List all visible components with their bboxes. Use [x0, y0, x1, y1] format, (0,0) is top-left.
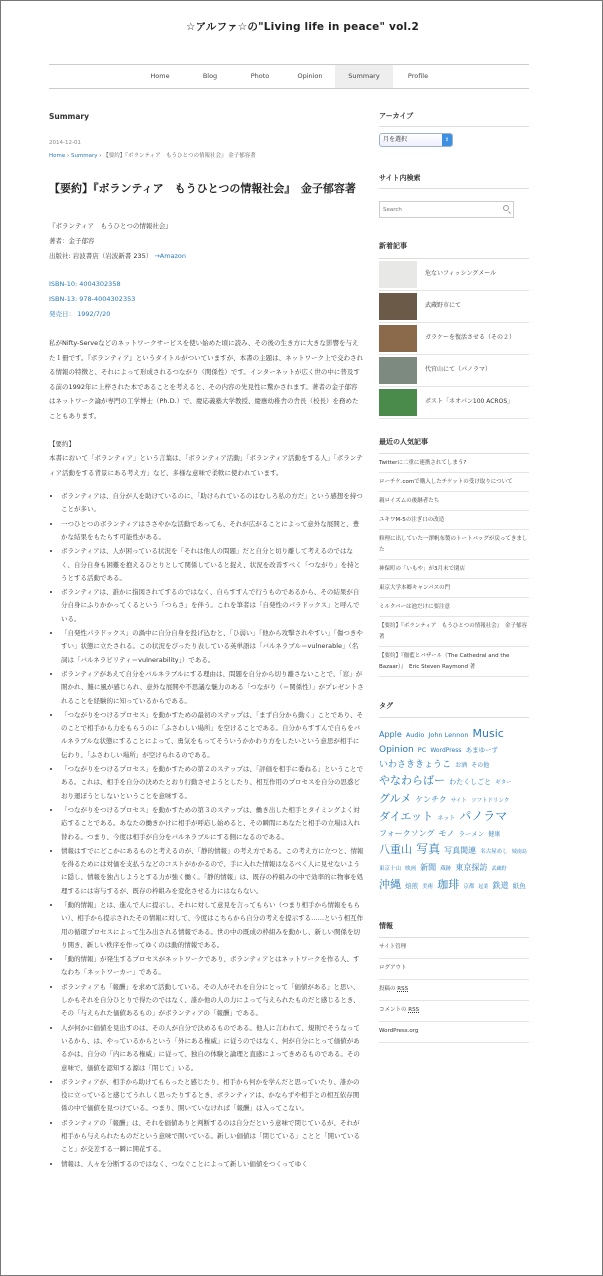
- post-thumbnail[interactable]: [379, 389, 417, 416]
- meta-link-text[interactable]: 投稿の: [379, 986, 398, 993]
- meta-link[interactable]: [379, 980, 529, 1001]
- nav-item-summary[interactable]: Summary: [335, 65, 393, 88]
- popular-post-link[interactable]: ミルクバーは池だけに要注意: [379, 598, 529, 617]
- tag-link[interactable]: お酒: [455, 761, 468, 769]
- meta-title: 情報: [379, 921, 529, 938]
- tag-link[interactable]: 紙魚: [512, 881, 526, 890]
- summary-label: 【要約】: [49, 440, 75, 449]
- tag-link[interactable]: あまゆーず: [465, 745, 498, 754]
- archive-widget: [379, 111, 529, 147]
- meta-link-text[interactable]: ログアウト: [379, 965, 407, 972]
- tag-link[interactable]: 名古屋めし: [480, 848, 508, 855]
- tag-cloud: [379, 726, 529, 895]
- tag-link[interactable]: 焙煎: [405, 881, 419, 890]
- search-input[interactable]: [380, 202, 498, 217]
- rss-abbr[interactable]: RSS: [397, 986, 409, 993]
- popular-posts-list: [379, 454, 529, 677]
- main-nav: [49, 64, 529, 89]
- tag-link[interactable]: ラーメン: [458, 829, 485, 838]
- post-thumbnail[interactable]: [379, 325, 417, 352]
- isbn-13: ISBN-13: 978-4004302353: [49, 295, 136, 304]
- summary-bullet: • ボランティアは、人が困っている状況を「それは他人の問題」だと自分と切り離して考えるのではなく、自分自身も困難を抱えるひとりとして関係していると捉え、状況を改善すべく「つながり」を持とうとする活動である。: [61, 545, 364, 585]
- tag-link[interactable]: 写真: [416, 841, 441, 856]
- post-title: 【要約】『ボランティア もうひとつの情報社会』 金子郁容著: [49, 181, 356, 195]
- popular-post-link[interactable]: ローチケ.comで購入したチケットの受け取りについて: [379, 473, 529, 492]
- tag-link[interactable]: 八重山: [379, 842, 412, 856]
- nav-item-photo[interactable]: Photo: [250, 72, 270, 80]
- popular-post-link[interactable]: 神保町の「いもや」が3月末で閉店: [379, 560, 529, 579]
- tag-link[interactable]: Music: [472, 726, 504, 740]
- summary-bullet: • 「動的情報」とは、進んで人に提示し、それに対して意見を言ってもらい（つまり相手から情報をもらい）、相手から提示されたその情報に対して、今度はこちらから自分の考えを提示する……という相互作用の循環プロセスによって生み出される情報である。世の中の既成の枠組みを動かし、新しい関係を切り開き、新しい秩序を作ってゆくのは動的情報である。: [61, 899, 364, 952]
- tags-title: タグ: [379, 701, 529, 718]
- popular-posts-title: 最近の人気記事: [379, 437, 529, 454]
- tag-link[interactable]: 沖縄: [379, 877, 401, 891]
- tag-link[interactable]: John Lennon: [428, 730, 469, 739]
- archive-select[interactable]: [379, 133, 453, 147]
- summary-bullet: • 「つながりをつけるプロセス」を動かすための第２のステップは、「評価を相手に委ねる」ということである。これは、相手を自分の決めたとおり行動させようとしたり、相互作用のプロセスを自分の思惑どおり運ぼうとしないということを意味する。: [61, 763, 364, 803]
- search-icon[interactable]: [503, 205, 509, 211]
- book-name: 『ボランティア もうひとつの情報社会』: [49, 222, 172, 231]
- summary-bullet: • ボランティアが、相手から助けてもらったと感じたり、相手から何かを学んだと思っていたり、誰かの役に立っていると感じてうれしく思ったりするとき、ボランティアは、かならずや相手との相互依存関係の中で価値を見つけている。つまり、開いていなければ「報酬」は入ってこない。: [61, 1076, 364, 1116]
- tag-link[interactable]: PC: [417, 745, 427, 754]
- tag-link[interactable]: いわさききょうこ: [379, 759, 452, 770]
- tags-widget: [379, 701, 529, 895]
- tag-link[interactable]: その他: [471, 761, 490, 769]
- recent-post-title[interactable]: 代官山にて（パノラマ）: [425, 366, 492, 374]
- recent-post-title[interactable]: 武蔵野市にて: [425, 302, 462, 310]
- main-content: [49, 111, 364, 1172]
- recent-post-item[interactable]: [379, 387, 529, 419]
- summary-bullet: • 「動的情報」が発生するプロセスがネットワークであり、ボランティアとはネットワークを作る人、すなわち「ネットワーカー」である。: [61, 953, 364, 980]
- tag-link[interactable]: 東京十山: [379, 865, 402, 872]
- rss-abbr[interactable]: RSS: [408, 1007, 420, 1014]
- tag-link[interactable]: 健康: [488, 830, 501, 838]
- recent-post-title[interactable]: ポスト「ネオパン100 ACROS」: [425, 398, 514, 406]
- summary-bullet: • 人が何かに価値を見出すのは、その人が自分で決めるものである。他人に言われて、規則でそうなっているから、は、やっているからという「外にある権威」に従うのではなく、何が自分にとって価値があるかは、自分の「内にある権威」に従って、独自の体験と論理と直感によってきめるものである。その意味で、価値を認知する源は「閉じて」いる。: [61, 1022, 364, 1075]
- meta-link[interactable]: [379, 938, 529, 959]
- tag-link[interactable]: ソフトドリンク: [470, 797, 510, 804]
- tag-link[interactable]: ケンチク: [415, 794, 447, 804]
- archive-title: アーカイブ: [379, 111, 529, 127]
- sidebar: [379, 111, 529, 1043]
- tag-link[interactable]: Opinion: [379, 744, 414, 755]
- nav-item-home[interactable]: Home: [150, 72, 170, 80]
- meta-link[interactable]: [379, 959, 529, 980]
- tag-link[interactable]: やなわらばー: [379, 773, 445, 787]
- tag-link[interactable]: 珈琲: [437, 877, 460, 891]
- meta-list: [379, 938, 529, 1043]
- tag-link[interactable]: グルメ: [379, 791, 412, 805]
- tag-link[interactable]: ダイエット: [379, 809, 434, 823]
- tag-link[interactable]: 東京探訪: [455, 862, 488, 872]
- tag-link[interactable]: モノ: [438, 828, 455, 838]
- breadcrumb-separator: ›: [65, 152, 71, 159]
- meta-widget: [379, 921, 529, 1043]
- tag-link[interactable]: Audio: [405, 730, 425, 739]
- popular-posts-widget: [379, 437, 529, 677]
- summary-bullet: • ボランティアの「報酬」は、それを価値ありと判断するのは自分だという意味で閉じているが、それが相手から与えられたものだという意味で開いている。新しい価値は「閉じている」ことと「開いていること」が交差する一瞬に開花する。: [61, 1117, 364, 1157]
- recent-posts-list: [379, 259, 529, 419]
- isbn-block: [49, 277, 364, 322]
- meta-link-text[interactable]: サイト管理: [379, 944, 407, 951]
- summary-bullet: • 「つながりをつけるプロセス」を動かすための最初のステップは、「まず自分から動く」ことであり、そのことで相手から力をもらうのに「ふさわしい場所」を空けることである。自分からすすんで自らをバルネラブルな状態にすることによって、勇気をもってそういうかかわり方をしたいという意思が相手に伝わり、「ふさわしい場所」が空けられるのである。: [61, 709, 364, 762]
- tag-link[interactable]: 映画: [405, 865, 417, 872]
- recent-post-item[interactable]: [379, 355, 529, 387]
- tag-link[interactable]: 美術: [422, 883, 434, 890]
- tag-link[interactable]: 新聞: [420, 862, 437, 872]
- recent-post-item[interactable]: [379, 291, 529, 323]
- breadcrumb-current: 【要約】『ボランティア もうひとつの情報社会』 金子郁容著: [103, 152, 256, 159]
- popular-post-link[interactable]: Twitterに二重に連携されてしまう?: [379, 454, 529, 473]
- post-thumbnail[interactable]: [379, 293, 417, 320]
- isbn-10: ISBN-10: 4004302358: [49, 280, 121, 289]
- popular-post-link[interactable]: 東京大学本郷キャンパスの門: [379, 579, 529, 598]
- tag-link[interactable]: 京都: [463, 883, 475, 890]
- tag-link[interactable]: パノラマ: [459, 808, 508, 823]
- popular-post-link[interactable]: 【要約】『伽藍とバザール（The Cathedral and the Bazaar）』 Eric Steven Raymond 著: [379, 647, 529, 677]
- meta-link-text[interactable]: コメントの: [379, 1007, 409, 1014]
- post-date: 2014-12-01: [49, 140, 81, 146]
- tag-link[interactable]: 武蔵野: [491, 865, 507, 872]
- tag-link[interactable]: Apple: [379, 729, 402, 739]
- search-title: サイト内検索: [379, 173, 529, 189]
- tag-link[interactable]: フォークソング: [379, 828, 435, 838]
- popular-post-link[interactable]: 【要約】『ボランティア もうひとつの情報社会』 金子郁容著: [379, 617, 529, 647]
- meta-link-text[interactable]: WordPress.org: [379, 1028, 419, 1035]
- tag-link[interactable]: 城南島: [511, 848, 527, 855]
- site-title[interactable]: ☆アルファ☆の"Living life in peace" vol.2: [186, 21, 419, 33]
- breadcrumb-summary[interactable]: Summary: [70, 152, 98, 159]
- tag-link[interactable]: 写真関連: [444, 845, 477, 855]
- recent-post-title[interactable]: 危ないフィッシングメール: [425, 270, 497, 278]
- recent-posts-widget: [379, 241, 529, 418]
- tag-link[interactable]: サイト: [450, 797, 467, 804]
- book-author: 著者：金子郁容: [49, 237, 95, 246]
- summary-bullet: • ボランティアは、誰かに指図されてするのではなく、自らすすんで行うものであるから、その結果が自分自身にふりかかってくるという「つらさ」を伴う。これを筆者は「自発性のパラドックス」と呼んでいる。: [61, 586, 364, 626]
- popular-post-link[interactable]: ユキワM-5の注ぎ口の改造: [379, 511, 529, 530]
- archive-select-value: 月を選択: [383, 136, 408, 144]
- summary-bullet: • 情報は、人々を分断するのではなく、つなぐことによって新しい価値をつくってゆく: [61, 1158, 364, 1171]
- breadcrumb-separator: ›: [97, 152, 104, 159]
- tag-link[interactable]: 鉄道: [492, 880, 509, 890]
- page-heading: Summary: [49, 112, 90, 121]
- tag-link[interactable]: WordPress: [430, 746, 462, 754]
- summary-bullet: • ボランティアがあえて自分をバルネラブルにする理由は、問題を自分から切り離さないことで、「窓」が開かれ、難に風が感じられ、意外な展開や不思議な魅力のある「つながり（＝関係性）」がプレゼントされることを経験的に知っているからである。: [61, 668, 364, 708]
- meta-link[interactable]: [379, 1001, 529, 1022]
- tag-link[interactable]: 蔵跡: [440, 865, 452, 872]
- breadcrumb: [49, 152, 364, 161]
- book-publisher: [49, 249, 364, 264]
- nav-item-opinion[interactable]: Opinion: [297, 72, 323, 80]
- amazon-link[interactable]: →Amazon: [154, 252, 187, 261]
- summary-bullet: • 情報はすでにどこかにあるものと考えるのが、「静的情報」の考え方である。この考え方に立つと、情報を得るためには対価を支払うなどのコストがかかるので、手に入れた情報はなるべく人に見せないように隠し、情報を独占しようとする力が強く働く。「静的情報」は、既存の枠組みの中で効率的に物事を処理するには寄与するが、既存の枠組みを変化させる力にはならない。: [61, 845, 364, 898]
- post-thumbnail[interactable]: [379, 357, 417, 384]
- summary-bullet: • 「つながりをつけるプロセス」を動かすための第３のステップは、働き出した相手とタイミングよく対応することである。あなたの働きかけに相手が呼応し始めると、その瞬間にあなたと相手の立場は入れ替わる。つまり、今度は相手が自分をバルネラブルにする側になるのである。: [61, 804, 364, 844]
- summary-list: [49, 490, 364, 1171]
- recent-post-item[interactable]: [379, 259, 529, 291]
- search-widget: [379, 173, 529, 218]
- tag-link[interactable]: 起業: [478, 883, 489, 890]
- recent-post-item[interactable]: [379, 323, 529, 355]
- search-box: [379, 201, 514, 218]
- popular-post-link[interactable]: 修理に出していた一澤帆布製のトートバッグが戻ってきました: [379, 530, 529, 560]
- publisher-text: 出版社: 岩波書店（岩波新書 235）: [49, 252, 153, 261]
- summary-bullet: • ボランティアも「報酬」を求めて活動している。その人がそれを自分にとって「価値がある」と思い、しかもそれを自分ひとりで得たのではなく、誰か他の人の力によって与えられたものだと感じるとき、その「与えられた価値あるもの」がボランティアの「報酬」である。: [61, 981, 364, 1021]
- meta-link[interactable]: [379, 1022, 529, 1043]
- chevron-updown-icon: ⇕: [442, 134, 452, 146]
- summary-bullet: • ボランティアは、自分が人を助けているのに、「助けられているのはむしろ私の方だ」という感想を持つことが多い。: [61, 490, 364, 517]
- release-date: 発売日： 1992/7/20: [49, 310, 111, 319]
- popular-post-link[interactable]: 親ロイズムの後継者たち: [379, 492, 529, 511]
- intro-paragraph: 私がNifty-Serveなどのネットワークサービスを使い始めた頃に読み、その後の生き方に大きな影響を与えた１冊です。『ボランティア』というタイトルがついていますが、本書の主題は、ネットワーク上で交わされる情報の特徴と、それによって形成されるつながり（関係性）です。インターネットが広く世の中に普及する前の1992年に上梓された本であることを考えると、その内容の先見性に驚かされます。著者の金子郁容はネットワーク論が専門の工学博士（Ph.D.）で、慶応義塾大学教授、慶應幼稚舎の舎長（校長）を務めたこともあります。: [49, 339, 364, 420]
- summary-text: 本書において「ボランティア」という言葉は、「ボランティア活動」「ボランティア活動をする人」「ボランティア活動をする背景にある考え方」など、多様な意味で柔軟に使われています。: [49, 454, 363, 477]
- tag-link[interactable]: わたくしごと: [449, 777, 492, 786]
- nav-item-blog[interactable]: Blog: [202, 72, 218, 80]
- recent-posts-title: 新着記事: [379, 241, 529, 258]
- breadcrumb-home[interactable]: Home: [49, 152, 66, 159]
- post-thumbnail[interactable]: [379, 261, 417, 288]
- tag-link[interactable]: ギター: [495, 779, 512, 786]
- tag-link[interactable]: ネット: [437, 814, 456, 822]
- summary-bullet: • 一つひとつのボランティアはささやかな活動であっても、それが広がることによって意外な展開と、豊かな結果をもたらす可能性がある。: [61, 518, 364, 545]
- nav-item-profile[interactable]: Profile: [407, 72, 429, 80]
- recent-post-title[interactable]: ガラケーを復活させる（その２）: [425, 334, 516, 342]
- summary-bullet: • 「自発性パラドックス」の渦中に自分自身を投げ込むと、「ひ弱い」「他から攻撃されやすい」「傷つきやすい」状態に立たされる。この状況をぴったり表している英単語は「バルネラブル＝vulnerable」（名詞は「バルネラビリティ＝vulnerability」）である。: [61, 627, 364, 667]
- book-info: [49, 219, 364, 264]
